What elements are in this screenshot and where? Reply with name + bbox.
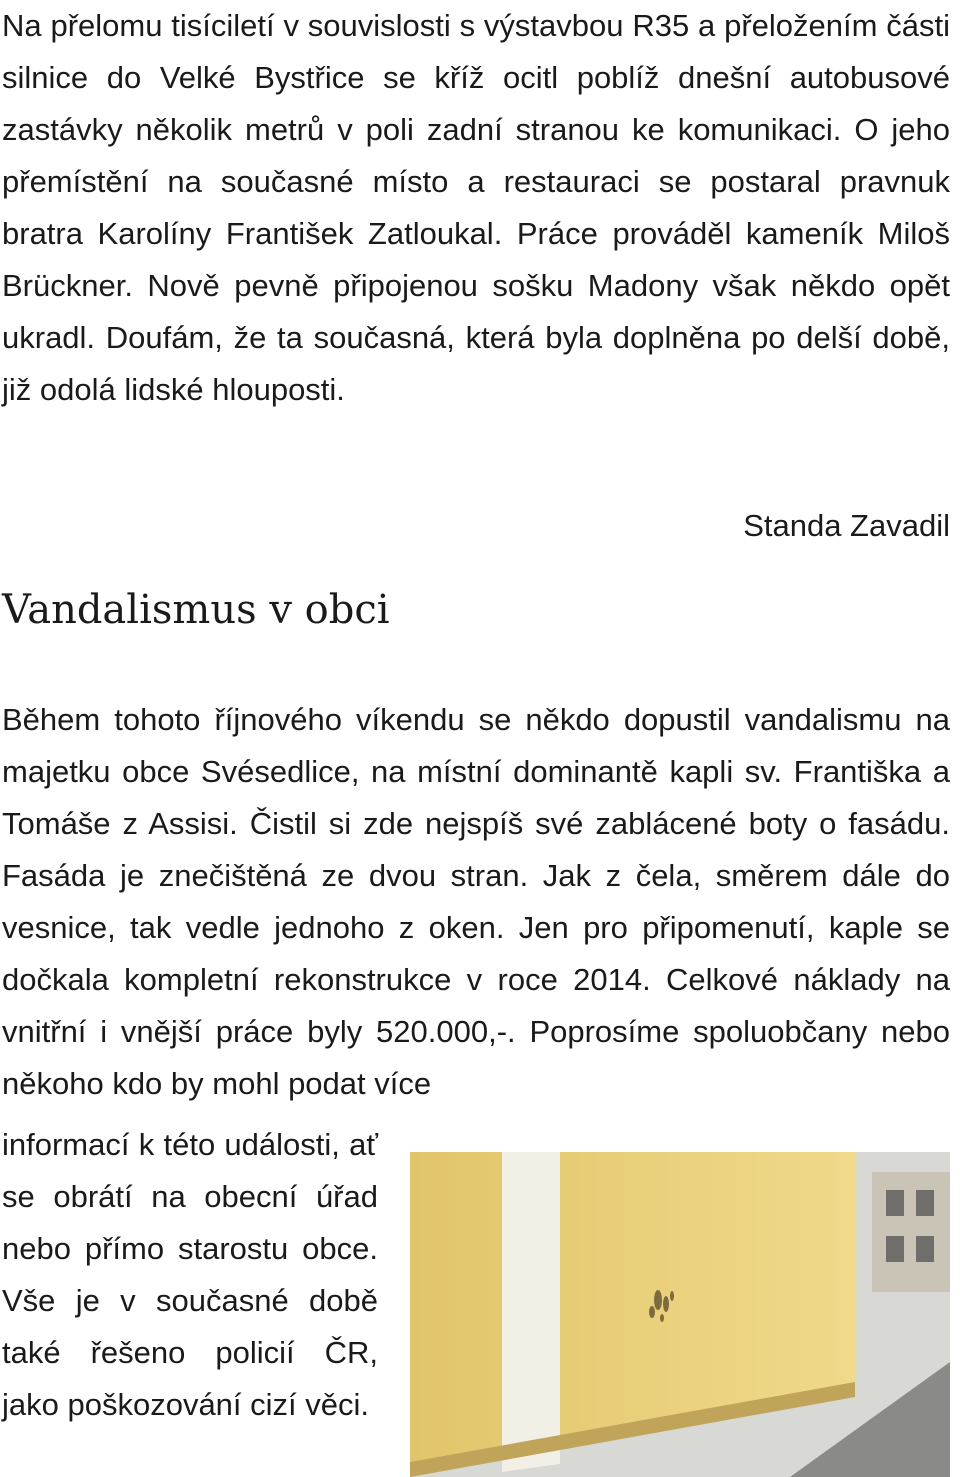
background-house	[872, 1172, 950, 1292]
article-paragraph-main: Během tohoto říjnového víkendu se někdo dopustil vandalismu na majetku obce Svésedlice, na místní dominantě kapli sv. Františka a Tomáše z Assisi. Čistil si zde nejspíš své zablácené boty o fasádu. Fasáda je znečištěná ze dvou stran. Jak z čela, směrem dále do vesnice, tak vedle jednoho z oken. Jen pro připomenutí, kaple se dočkala kompletní rekonstrukce v roce 2014. Celkové náklady na vnitřní i vnější práce byly 520.000,-. Poprosíme spoluobčany nebo někoho kdo by mohl podat více	[2, 702, 950, 1101]
article-paragraph: Na přelomu tisíciletí v souvislosti s výstavbou R35 a přeložením části silnice do Velké Bystřice se kříž ocitl poblíž dnešní autobusové zastávky několik metrů v poli zadní stranou ke komunikaci. O jeho přemístění na současné místo a restauraci se postaral pravnuk bratra Karolíny František Zatloukal. Práce prováděl kameník Miloš Brückner. Nově pevně připojenou sošku Madony však někdo opět ukradl. Doufám, že ta současná, která byla doplněna po delší době, již odolá lidské hlouposti.	[2, 8, 950, 407]
photo-illustration	[410, 1152, 950, 1477]
wall-pilaster	[502, 1152, 560, 1472]
chapel-wall-photo	[410, 1152, 950, 1477]
article-author: Standa Zavadil	[743, 508, 950, 543]
article-paragraph-wrap: informací k této události, ať se obrátí na obecní úřad nebo přímo starostu obce. Vše je v současné době také řešeno policií ČR, jako poškozování cizí věci.	[2, 1127, 378, 1422]
article-heading: Vandalismus v obci	[2, 587, 390, 633]
